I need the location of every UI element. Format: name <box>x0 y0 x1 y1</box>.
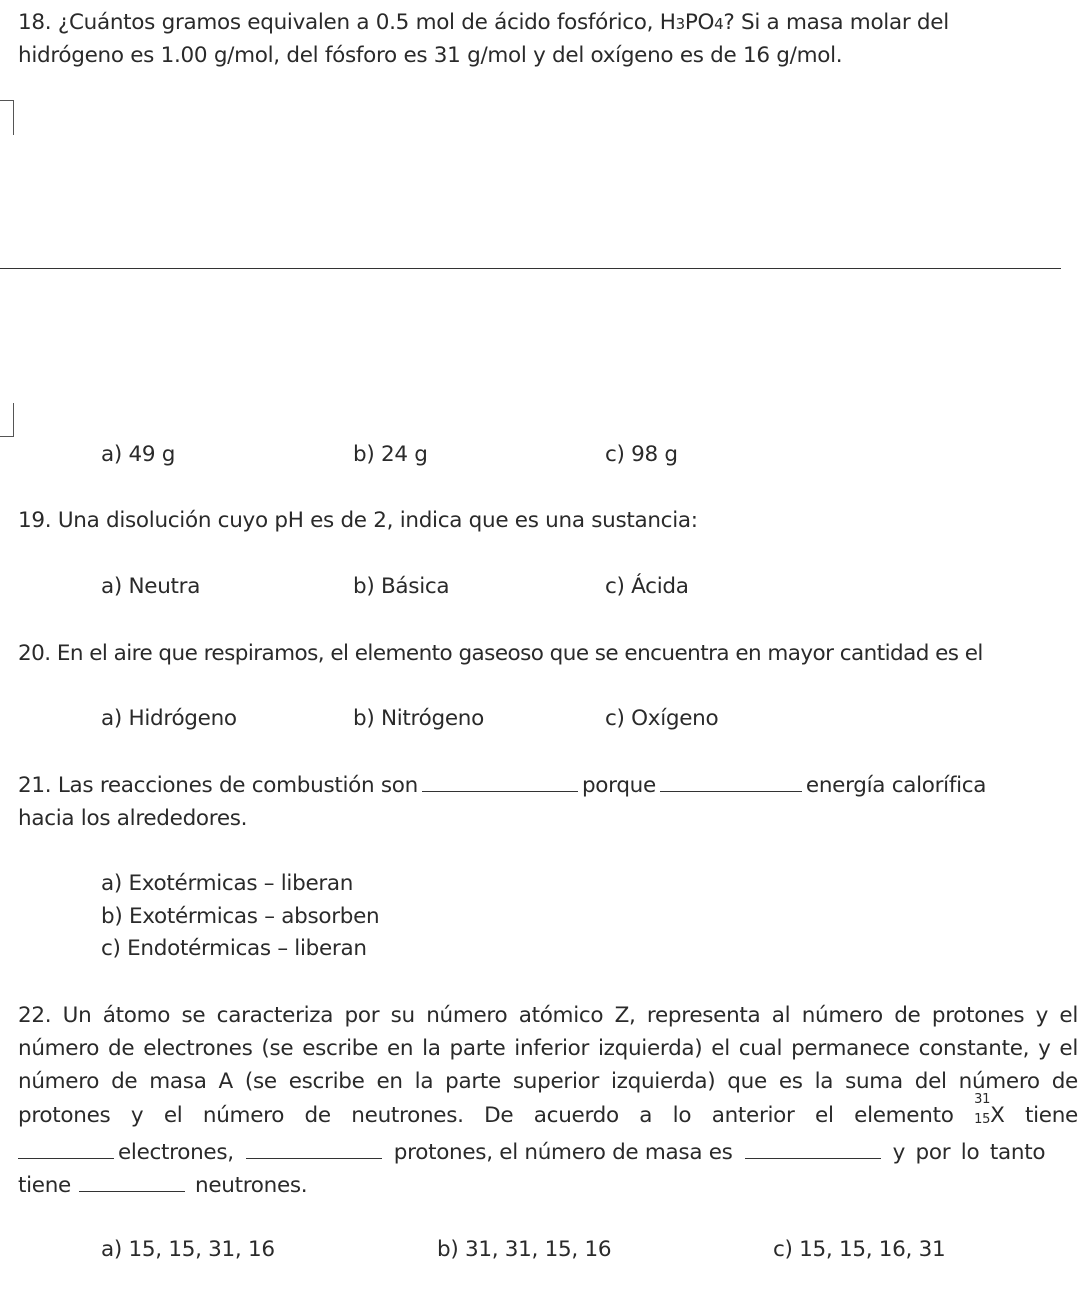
q22-text-mass: protones, el número de masa es <box>393 1140 733 1165</box>
q21-line1 <box>18 773 986 798</box>
q20-option-c[interactable]: c) Oxígeno <box>605 706 719 731</box>
q22-blank-protons[interactable] <box>246 1157 382 1159</box>
q19-text: 19. Una disolución cuyo pH es de 2, indica que es una sustancia: <box>18 508 698 533</box>
isotope-mass-number: 31 <box>974 1092 991 1107</box>
q21-blank-1[interactable] <box>422 790 578 792</box>
q22-line3: número de masa A (se escribe en la parte superior izquierda) que es la suma del número de <box>18 1069 1078 1094</box>
q19-option-a[interactable]: a) Neutra <box>101 574 201 599</box>
isotope-notation <box>974 1092 1005 1128</box>
q22-line4 <box>18 1092 1078 1128</box>
q22-line1: 22. Un átomo se caracteriza por su número atómico Z, representa al número de protones y el <box>18 1003 1078 1028</box>
q22-line5 <box>18 1140 1078 1165</box>
q22-blank-neutrons[interactable] <box>79 1190 185 1192</box>
q18-subscript-4: 4 <box>714 15 724 33</box>
q22-text-electrons: electrones, <box>118 1140 234 1165</box>
q20-option-a[interactable]: a) Hidrógeno <box>101 706 237 731</box>
q18-option-c[interactable]: c) 98 g <box>605 442 678 467</box>
q22-line4-text: protones y el número de neutrones. De acuerdo a lo anterior el elemento <box>18 1103 954 1128</box>
q21-option-c[interactable]: c) Endotérmicas – liberan <box>101 936 367 961</box>
q22-line6 <box>18 1173 307 1198</box>
q22-line2: número de electrones (se escribe en la parte inferior izquierda) el cual permanece constante, y el <box>18 1036 1078 1061</box>
q21-text-a: 21. Las reacciones de combustión son <box>18 773 418 798</box>
q22-text-tiene: tiene <box>18 1173 71 1198</box>
q22-blank-electrons[interactable] <box>18 1157 114 1159</box>
answer-box-top-corner <box>0 100 14 135</box>
q21-line2: hacia los alrededores. <box>18 806 248 831</box>
q18-text-b: ? Si a masa molar del <box>723 10 949 35</box>
q18-text-a: 18. ¿Cuántos gramos equivalen a 0.5 mol de ácido fosfórico, H <box>18 10 676 35</box>
q22-line4-end: tiene <box>1025 1103 1078 1128</box>
answer-box-bottom-corner <box>0 403 14 437</box>
q18-subscript-3: 3 <box>675 15 685 33</box>
q21-text-b: porque <box>581 773 656 798</box>
q18-line2: hidrógeno es 1.00 g/mol, del fósforo es 31 g/mol y del oxígeno es de 16 g/mol. <box>18 43 843 68</box>
isotope-atomic-number: 15 <box>974 1112 991 1127</box>
q21-text-c: energía calorífica <box>805 773 987 798</box>
q22-option-a[interactable]: a) 15, 15, 31, 16 <box>101 1237 275 1262</box>
q20-text: 20. En el aire que respiramos, el elemento gaseoso que se encuentra en mayor cantidad es el <box>18 641 983 666</box>
q21-blank-2[interactable] <box>660 790 802 792</box>
q21-option-a[interactable]: a) Exotérmicas – liberan <box>101 871 354 896</box>
q20-option-b[interactable]: b) Nitrógeno <box>353 706 484 731</box>
q22-text-therefore: y por lo tanto <box>892 1140 1046 1165</box>
q19-option-c[interactable]: c) Ácida <box>605 574 689 599</box>
q18-po: PO <box>684 10 715 35</box>
isotope-symbol: X <box>990 1103 1005 1128</box>
q22-option-b[interactable]: b) 31, 31, 15, 16 <box>437 1237 612 1262</box>
q18-option-b[interactable]: b) 24 g <box>353 442 428 467</box>
q21-option-b[interactable]: b) Exotérmicas – absorben <box>101 904 380 929</box>
q22-option-c[interactable]: c) 15, 15, 16, 31 <box>773 1237 946 1262</box>
q18-line1 <box>18 10 949 35</box>
q22-blank-mass[interactable] <box>745 1157 881 1159</box>
q19-option-b[interactable]: b) Básica <box>353 574 450 599</box>
divider-line <box>0 268 1061 269</box>
q22-text-neutrons: neutrones. <box>195 1173 308 1198</box>
q18-option-a[interactable]: a) 49 g <box>101 442 176 467</box>
